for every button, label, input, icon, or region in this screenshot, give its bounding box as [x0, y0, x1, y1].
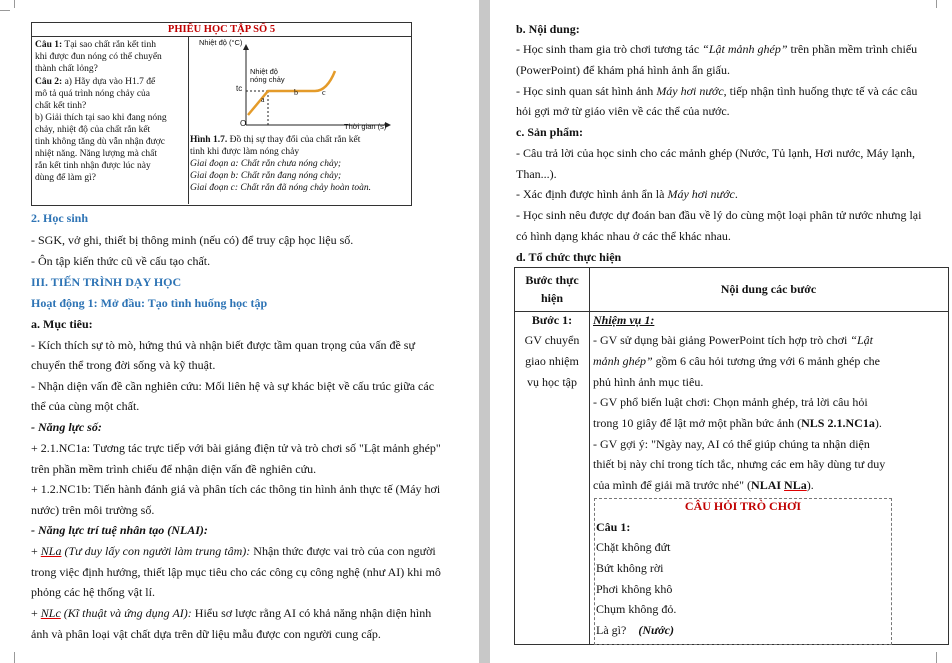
body-line: - SGK, vở ghi, thiết bị thông minh (nếu có) để truy cập học liệu số. [31, 233, 354, 247]
worksheet-title: PHIẾU HỌC TẬP SỐ 5 [167, 24, 276, 35]
body-line: chuyển thể trong đời sống và kỹ thuật. [31, 358, 216, 372]
san-pham-title: c. Sản phẩm: [516, 125, 584, 139]
nls-line: nước) trên môi trường số. [31, 503, 155, 517]
crop-mark [936, 652, 949, 663]
riddle-line: Chặt không đứt [596, 540, 671, 554]
stage-a: Giai đoạn a: Chất rắn chưa nóng chảy; [190, 159, 342, 169]
graph-y-label: Nhiệt độ (°C) [199, 38, 243, 47]
activity-1-title: Hoạt động 1: Mở đầu: Tạo tình huống học tập [31, 296, 268, 310]
graph-tc-label: tc [236, 84, 243, 93]
figure-caption: Hình 1.7. Đồ thị sự thay đổi của chất rắn kết [190, 135, 361, 145]
nls-line: + 2.1.NC1a: Tương tác trực tiếp với bài giảng điện tử và trò chơi số "Lật mảnh ghép" [31, 441, 441, 455]
body-line: (PowerPoint) để khám phá hình ảnh ẩn giấu. [516, 63, 730, 77]
task-line: thiết bị này chỉ trong tích tắc, nhưng các em hãy dùng tư duy [593, 457, 886, 471]
riddle-line: Chụm không đỏ. [596, 602, 677, 616]
graph-seg-b: b [294, 88, 298, 97]
table-header-step: Bước thực [525, 273, 579, 287]
noi-dung-title: b. Nội dung: [516, 22, 580, 36]
crop-mark [0, 10, 10, 11]
to-chuc-title: d. Tổ chức thực hiện [516, 250, 622, 264]
crop-mark [14, 652, 27, 663]
q2-line: rắn kết tinh nhận được lúc này [35, 161, 151, 171]
step-label: Bước 1: [531, 313, 573, 327]
stage-b: Giai đoạn b: Chất rắn đang nóng chảy; [190, 171, 342, 181]
worksheet-divider [188, 36, 189, 204]
body-line: - Kích thích sự tò mò, hứng thú và nhận biết được tầm quan trọng của vấn đề sự [31, 338, 415, 352]
riddle-line: Là gì? (Nước) [596, 623, 674, 637]
nlc-line: ảnh và phân loại vật chất dựa trên dữ liệu mẫu được con người cung cấp. [31, 627, 381, 641]
graph-seg-a: a [261, 95, 265, 104]
q2-line: mô tả quá trình nóng chảy của [35, 89, 151, 99]
body-line: Than...). [516, 167, 557, 181]
crop-mark [14, 0, 27, 8]
crop-mark [936, 0, 949, 8]
q2-line: tinh không tăng dù vẫn nhận được [35, 137, 165, 147]
body-line: - Ôn tập kiến thức cũ về cấu tạo chất. [31, 254, 211, 268]
nang-luc-so-title: - Năng lực số: [31, 420, 102, 434]
figure-caption: tinh khi được làm nóng chảy [190, 147, 300, 157]
q2-line: b) Giải thích tại sao khi đang nóng [35, 113, 167, 123]
graph-melt-label: Nhiệt độ nóng chảy [250, 67, 285, 84]
game-title: CÂU HỎI TRÒ CHƠI [684, 499, 802, 513]
body-line: - Nhận diện vấn đề cần nghiên cứu: Mối liên hệ và sự khác biệt về cấu trúc giữa các [31, 379, 435, 393]
graph-x-label: Thời gian (s) [344, 122, 387, 131]
nlai-title: - Năng lực trí tuệ nhân tạo (NLAI): [31, 523, 208, 537]
game-question-title: Câu 1: [596, 520, 631, 534]
body-line: - Học sinh nêu được dự đoán ban đầu về lý do cùng một loại phân tử nước nhưng lại [516, 208, 922, 222]
task-title: Nhiệm vụ 1: [593, 313, 655, 327]
melting-graph [190, 37, 410, 133]
document-page-right [490, 0, 952, 663]
nla-line: + NLa (Tư duy lấy con người làm trung tâm): Nhận thức được vai trò của con người [31, 544, 436, 558]
body-line: - Xác định được hình ảnh ẩn là Máy hơi nước. [516, 187, 738, 201]
task-line: phủ hình ảnh mục tiêu. [593, 375, 704, 389]
task-line: - GV gợi ý: "Ngày nay, AI có thể giúp chúng ta nhận diện [593, 437, 870, 451]
body-line: có hình dạng khác nhau ở các thể khác nhau. [516, 229, 731, 243]
step-desc: giao nhiệm [525, 354, 579, 368]
q2-line: nhiệt năng. Năng lượng mà chất [35, 149, 158, 159]
table-header-content: Nội dung các bước [720, 282, 817, 296]
step-desc: GV chuyển [524, 333, 580, 347]
nla-line: trong việc định hướng, thiết lập mục tiêu cho các công cụ công nghệ (như AI) khi mô [31, 565, 441, 579]
q1-line: Tại sao chất rắn kết tinh [64, 40, 156, 50]
body-line: thể của cùng một chất. [31, 399, 140, 413]
table-header-step: hiện [540, 291, 563, 305]
task-line: của mình để giải mã trước nhé" (NLAI NLa). [593, 478, 814, 492]
task-line: - GV phổ biến luật chơi: Chọn mảnh ghép, trả lời câu hỏi [593, 395, 868, 409]
q2-line: dùng để làm gì? [35, 173, 96, 183]
task-line: trong 10 giây để lật mở một phần bức ảnh (NLS 2.1.NC1a). [593, 416, 882, 430]
body-line: - Câu trả lời của học sinh cho các mảnh ghép (Nước, Tủ lạnh, Hơi nước, Máy lạnh, [516, 146, 916, 160]
section-tien-trinh: III. TIẾN TRÌNH DẠY HỌC [31, 275, 182, 289]
riddle-line: Phơi không khô [596, 582, 673, 596]
q2-line: chất kết tinh? [35, 101, 87, 111]
document-page-left: PHIẾU HỌC TẬP SỐ 5 Câu 1: Tại sao chất rắn kết tinh khi được đun nóng có thể chuyển thành chất lỏng? Câu 2: a) Hãy dựa vào H1.7 để mô tả quá trình nóng chảy của chất kết tinh? b) Giải thích tại sao khi đang nóng chảy, nhiệt độ của chất rắn kết tinh không tăng dù vẫn nhận được nhiệt năng. Năng lượng mà chất rắn kết tinh nhận được lúc này dùng để làm gì? Nhiệt độ (°C) Thời gian (s) Nhiệt độ nóng chảy tc O a b c Hình 1.7. Đồ thị sự thay đổi của chất rắn kết tinh khi được làm nóng chảy Giai đoạn a: Chất rắn chưa nóng chảy; Giai đoạn b: Chất rắn đang nóng chảy; Giai đoạn c: Chất rắn đã nóng chảy hoàn toàn. 2. Học sinh - SGK, vở ghi, thiết bị thông minh (nếu có) để truy cập học liệu số. - Ôn tập kiến thức cũ về cấu tạo chất. III. TIẾN TRÌNH DẠY HỌC Hoạt động 1: Mở đầu: Tạo tình huống học tập a. Mục tiêu: - Kích thích sự tò mò, hứng thú và nhận biết được tầm quan trọng của vấn đề sự chuyển thể trong đời sống và kỹ thuật. - Nhận diện vấn đề cần nghiên cứu: Mối liên hệ và sự khác biệt về cấu trúc giữa các thể của cùng một chất. - Năng lực số: + 2.1.NC1a: Tương tác trực tiếp với bài giảng điện tử và trò chơi số "Lật mảnh ghép" trên phần mềm trình chiếu để nhận diện vấn đề nghiên cứu. + 1.2.NC1b: Tiến hành đánh giá và phân tích các thông tin hình ảnh thực tế (Máy hơi nước) trên môi trường số. - Năng lực trí tuệ nhân tạo (NLAI): + NLa (Tư duy lấy con người làm trung tâm): Nhận thức được vai trò của con người trong việc định hướng, thiết lập mục tiêu cho các công cụ công nghệ (như AI) khi mô phỏng các hệ thống vật lí. + NLc (Kĩ thuật và ứng dụng AI): Hiểu sơ lược rằng AI có khả năng nhận diện hình ảnh và phân loại vật chất dựa trên dữ liệu mẫu được con người cung cấp. [0, 0, 479, 663]
nls-line: + 1.2.NC1b: Tiến hành đánh giá và phân tích các thông tin hình ảnh thực tế (Máy hơi [31, 482, 441, 496]
task-line: mảnh ghép” gồm 6 câu hỏi tương ứng với 6 mảnh ghép che [593, 354, 880, 368]
nla-line: phỏng các hệ thống vật lí. [31, 585, 155, 599]
body-line: - Học sinh quan sát hình ảnh Máy hơi nước, tiếp nhận tình huống thực tế và các câu [516, 84, 918, 98]
muc-tieu-title: a. Mục tiêu: [31, 317, 93, 331]
page-gap [479, 0, 490, 663]
nlc-line: + NLc (Kĩ thuật và ứng dụng AI): Hiểu sơ lược rằng AI có khả năng nhận diện hình [31, 606, 432, 620]
riddle-line: Bứt không rời [596, 561, 664, 575]
riddle-answer: (Nước) [638, 623, 674, 637]
body-line: - Học sinh tham gia trò chơi tương tác “Lật mảnh ghép” trên phần mềm trình chiếu [516, 42, 918, 56]
graph-origin: O [240, 119, 247, 128]
section-hoc-sinh: 2. Học sinh [31, 211, 89, 225]
table-col-line [589, 267, 590, 644]
body-line: hỏi gợi mở từ giáo viên về các thể của nước. [516, 104, 730, 118]
q1-line: khi được đun nóng có thể chuyển [35, 52, 162, 62]
stage-c: Giai đoạn c: Chất rắn đã nóng chảy hoàn toàn. [190, 183, 372, 193]
step-desc: vụ học tập [527, 375, 577, 389]
q1-line: thành chất lỏng? [35, 64, 98, 74]
task-line: - GV sử dụng bài giảng PowerPoint tích hợp trò chơi “Lật [593, 333, 873, 347]
q2-line: chảy, nhiệt độ của chất rắn kết [35, 125, 151, 135]
nls-line: trên phần mềm trình chiếu để nhận diện vấn đề nghiên cứu. [31, 462, 317, 476]
graph-seg-c: c [322, 88, 326, 97]
